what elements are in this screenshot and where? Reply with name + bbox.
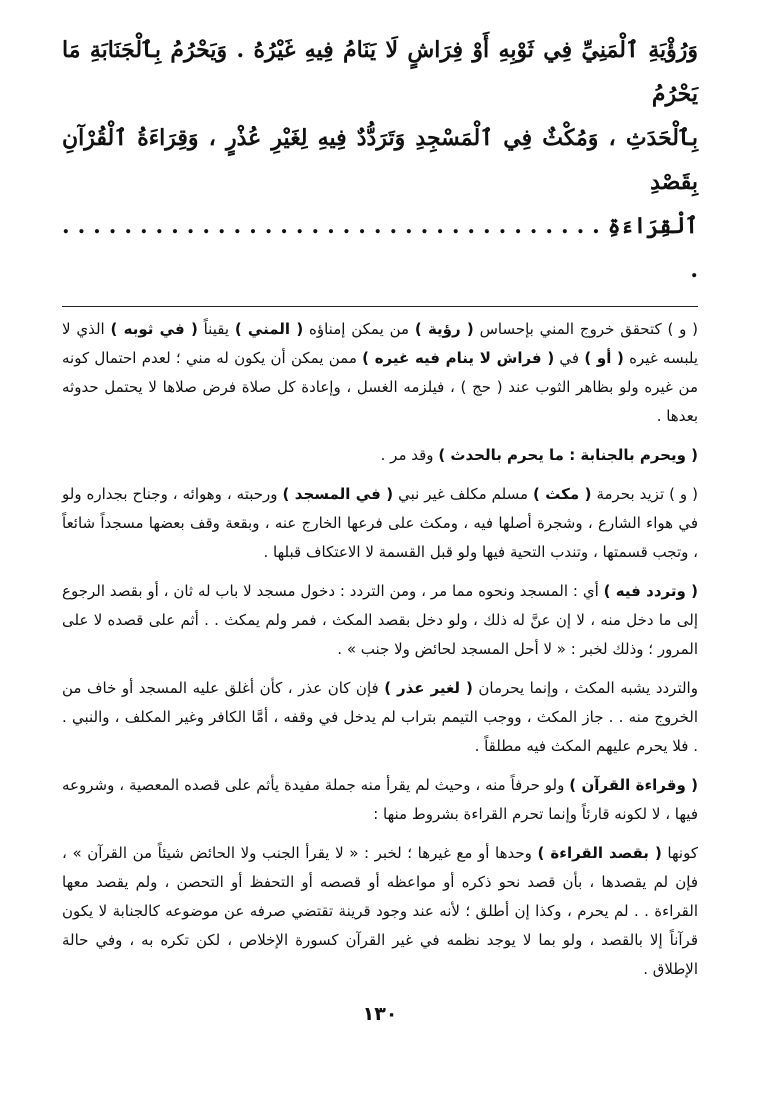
section-divider	[62, 306, 698, 307]
commentary-text: ( و ) كتحقق خروج المني بإحساس	[473, 320, 699, 338]
commentary-text: وحدها أو مع غيرها ؛ لخبر : « لا يقرأ الجنب ولا الحائض شيئاً من القرآن » ، فإن لم يقصدها ، بأن قصد نحو ذكره أو مواعظه أو قصصه أو التحفظ أو التحصن ، ولم يقصد معها القراءة . . لم يحرم ، وكذا إن أطلق ؛ لأنه عند وجود قرينة تقتضي صرفه عن موضوعه كالجنابة لا يكون قرآناً إلا بالقصد ، ولو بما لا يوجد نظمه في غير القرآن كسورة الإخلاص ، لكن تكره به ، وفي حالة الإطلاق .	[62, 844, 698, 978]
page	[62, 28, 698, 1098]
commentary-text: الذي لا يلبسه غيره	[62, 320, 699, 367]
page-number: ١٣٠	[362, 1003, 398, 1025]
commentary-paragraph	[62, 441, 698, 470]
commentary-paragraph	[62, 577, 698, 664]
commentary-paragraph	[62, 674, 698, 761]
commentary	[62, 315, 698, 984]
commentary-text: في	[554, 349, 585, 367]
quoted-main-text: ( أو )	[584, 349, 624, 367]
commentary-text: مسلم مكلف غير نبي	[393, 485, 533, 503]
commentary-text: وقد مر .	[380, 446, 439, 464]
commentary-paragraph	[62, 480, 698, 567]
commentary-text: فإن كان عذر ، كأن أغلق عليه المسجد أو خاف من الخروج منه . . جاز المكث ، ووجب التيمم بتراب لم يدخل في وقفه ، أمَّا الكافر وغير المكلف ، والنبي . . فلا يحرم عليهم المكث فيه مطلقاً .	[62, 679, 698, 755]
quoted-main-text: ( فراش لا ينام فيه غيره )	[362, 349, 555, 367]
quoted-main-text: ( وتردد فيه )	[603, 582, 698, 600]
quoted-main-text: ( بقصد القراءة )	[537, 844, 662, 862]
commentary-text: ولو حرفاً منه ، وحيث لم يقرأ منه جملة مفيدة يأثم على قصده المعصية ، وشروعه فيها ، لا لكونه قارئاً وإنما تحرم القراءة بشروط منها :	[62, 776, 698, 823]
commentary-paragraph	[62, 315, 698, 431]
main-text	[62, 28, 698, 292]
commentary-text: والتردد يشبه المكث ، وإنما يحرمان	[472, 679, 698, 697]
commentary-text: يقيناً	[197, 320, 235, 338]
quoted-main-text: ( المني )	[234, 320, 304, 338]
quoted-main-text: ( ويحرم بالجنابة : ما يحرم بالحدث )	[438, 446, 698, 464]
main-text-line: وَرُؤْيَةِ ٱلْمَنِيِّ فِي ثَوْبِهِ أَوْ فِرَاشٍ لَا يَنَامُ فِيهِ غَيْرُهُ . وَيَحْرُمُ بِٱلْجَنَابَةِ مَا يَحْرُمُ	[62, 37, 698, 107]
commentary-text: أي : المسجد ونحوه مما مر ، ومن التردد : دخول مسجد لا باب له ثان ، أو بقصد الرجوع إلى ما دخل منه ، لا إن عنَّ له ذلك ، ولو دخل بقصد المكث ، فمر ولم يمكث . . أثم على قصده لا على المرور ؛ وذلك لخبر : « لا أحل المسجد لحائض ولا جنب » .	[62, 582, 698, 658]
commentary-paragraph	[62, 771, 698, 829]
commentary-paragraph	[62, 839, 698, 984]
quoted-main-text: ( وقراءة القرآن )	[569, 776, 698, 794]
commentary-text: من يمكن إمناؤه	[303, 320, 415, 338]
quoted-main-text: ( رؤية )	[414, 320, 474, 338]
commentary-text: ورحبته ، وهوائه ، وجناح بجداره ولو في هواء الشارع ، وشجرة أصلها فيه ، ومكث على فرعها الخارج عنه ، وبقعة وقف بعضها مسجداً شائعاً ، وتجب قسمتها ، وتندب التحية فيها ولو قبل القسمة لا الاعتكاف قبلها .	[62, 485, 698, 561]
quoted-main-text: ( مكث )	[533, 485, 592, 503]
quoted-main-text: ( لغير عذر )	[384, 679, 473, 697]
commentary-text: ( و ) تزيد بحرمة	[591, 485, 699, 503]
commentary-text: كونها	[661, 844, 698, 862]
main-text-line: ٱلْقِرَاءَةِ . . . . . . . . . . . . . . . . . . . . . . . . . . . . . . . . . . . .	[62, 213, 698, 283]
quoted-main-text: ( في المسجد )	[282, 485, 394, 503]
quoted-main-text: ( في ثوبه )	[110, 320, 198, 338]
main-text-line: بِٱلْحَدَثِ ، وَمُكْثٌ فِي ٱلْمَسْجِدِ وَتَرَدُّدٌ فِيهِ لِغَيْرِ عُذْرٍ ، وَقِرَاءَةُ ٱلْقُرْآنِ بِقَصْدِ	[62, 125, 698, 195]
commentary-text: ممن يمكن أن يكون له مني ؛ لعدم احتمال كونه من غيره ولو بظاهر الثوب عند ( حج ) ، فيلزمه الغسل ، وإعادة كل صلاة فرض صلاها لا يحتمل حدوثه بعدها .	[62, 349, 698, 425]
